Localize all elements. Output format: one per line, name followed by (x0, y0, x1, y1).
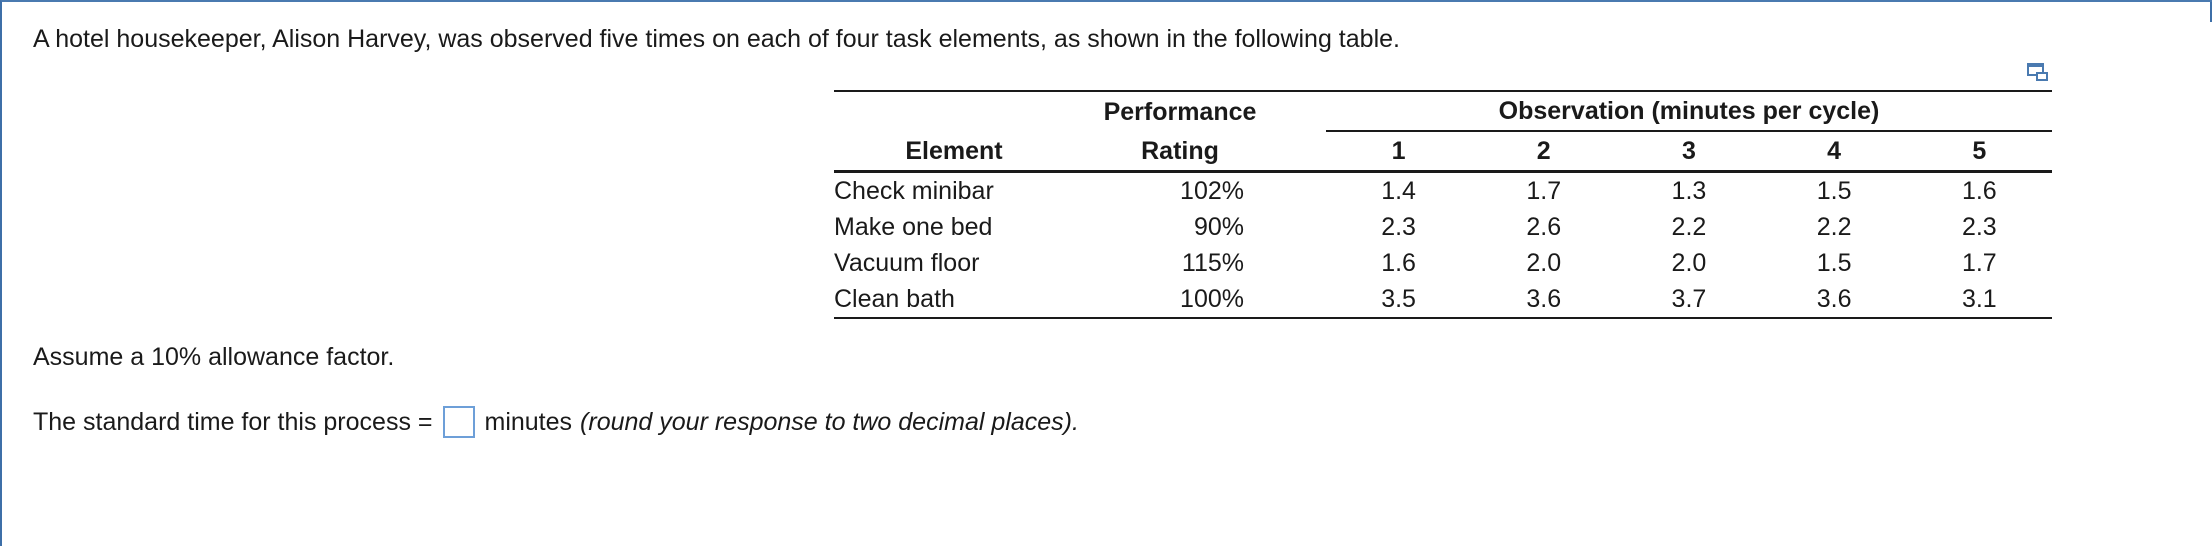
answer-prefix: The standard time for this process = (33, 408, 433, 436)
row-gap (1286, 281, 1326, 318)
row-rating: 102% (1180, 177, 1244, 205)
header-gap (1286, 91, 1326, 131)
answer-line (33, 404, 1079, 440)
header-performance: Performance (1074, 91, 1286, 131)
header-obs-1: 1 (1326, 131, 1471, 172)
row-obs: 2.2 (1816, 213, 1852, 241)
header-element: Element (834, 131, 1074, 172)
row-obs: 1.5 (1816, 249, 1852, 277)
row-obs: 3.6 (1762, 281, 1907, 318)
table-row (834, 209, 2052, 245)
table-row (834, 245, 2052, 281)
row-gap (1286, 209, 1326, 245)
header-obs-3: 3 (1616, 131, 1761, 172)
answer-input[interactable] (443, 406, 475, 438)
header-obs-2: 2 (1471, 131, 1616, 172)
header-obs-5: 5 (1907, 131, 2052, 172)
row-obs: 1.7 (1526, 177, 1562, 205)
row-element: Make one bed (834, 213, 993, 241)
row-obs: 1.4 (1381, 177, 1416, 205)
row-obs: 2.6 (1526, 213, 1562, 241)
header-observation: Observation (minutes per cycle) (1326, 91, 2052, 131)
row-rating: 100% (1074, 281, 1286, 318)
row-obs: 3.6 (1471, 281, 1616, 318)
allowance-text: Assume a 10% allowance factor. (33, 343, 395, 371)
row-element: Check minibar (834, 177, 994, 205)
table-header-row-2 (834, 131, 2052, 172)
row-obs: 2.0 (1671, 249, 1707, 277)
row-obs: 1.3 (1671, 177, 1707, 205)
row-obs: 2.0 (1526, 249, 1562, 277)
popout-icon[interactable] (2027, 62, 2049, 82)
row-obs: 2.3 (1961, 213, 1997, 241)
row-obs: 2.2 (1671, 213, 1707, 241)
row-obs: 3.7 (1616, 281, 1761, 318)
header-rating: Rating (1074, 131, 1286, 172)
header-blank (834, 91, 1074, 131)
row-obs: 1.6 (1961, 177, 1997, 205)
row-obs: 1.6 (1381, 249, 1416, 277)
row-obs: 3.1 (1907, 281, 2052, 318)
row-obs: 1.5 (1816, 177, 1852, 205)
row-obs: 2.3 (1381, 213, 1416, 241)
row-rating: 115% (1181, 249, 1244, 277)
question-intro: A hotel housekeeper, Alison Harvey, was observed five times on each of four task elements, as shown in the following table. (33, 25, 1400, 53)
row-rating: 90% (1193, 213, 1244, 241)
header-obs-4: 4 (1762, 131, 1907, 172)
table-row (834, 281, 2052, 318)
row-element: Clean bath (834, 281, 1074, 318)
answer-hint: (round your response to two decimal places). (580, 408, 1079, 436)
table-row (834, 172, 2052, 210)
row-obs: 3.5 (1326, 281, 1471, 318)
row-obs: 1.7 (1961, 249, 1997, 277)
row-element: Vacuum floor (834, 249, 980, 277)
answer-unit: minutes (484, 408, 573, 436)
header-gap (1286, 131, 1326, 172)
row-gap (1286, 172, 1326, 210)
table-header-row-1 (834, 91, 2052, 131)
row-gap (1286, 245, 1326, 281)
observation-table (834, 90, 2052, 319)
